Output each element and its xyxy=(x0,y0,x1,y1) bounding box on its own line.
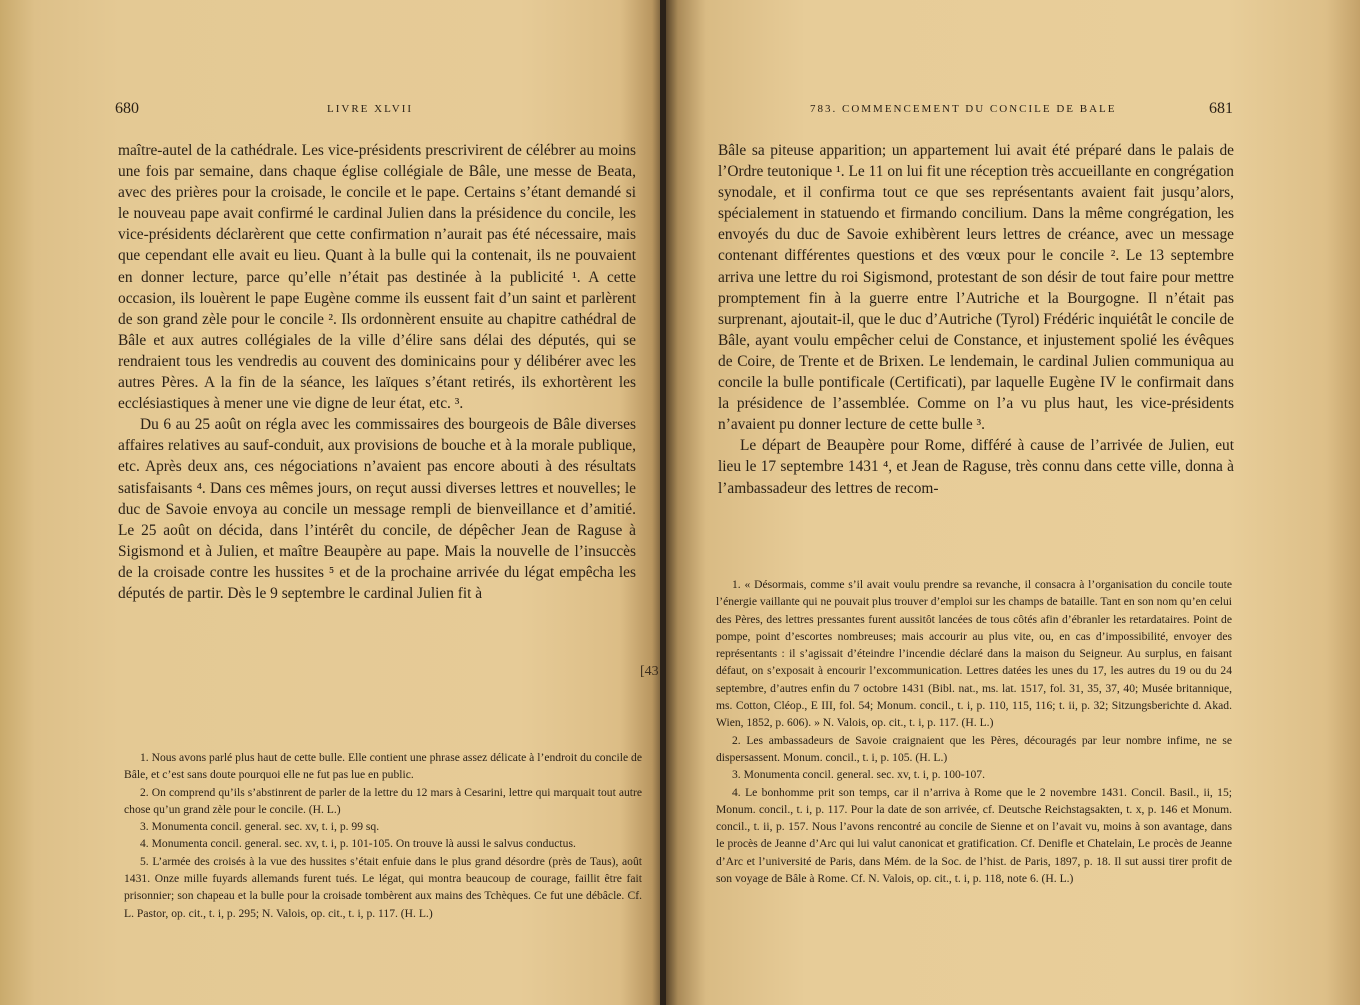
right-page xyxy=(666,0,1360,1005)
left-footnotes xyxy=(124,749,642,922)
right-paragraph-1: Bâle sa piteuse apparition; un appartement lui avait été préparé dans le palais de l’Ordre teutonique ¹. Le 11 on lui fit une réception très accueillante en congrégation synodale, et il confirma tout ce que ses représentants avaient fait jusqu’alors, spécialement in statuendo et firmando concilium. Dans la même congrégation, les envoyés du duc de Savoie exhibèrent leurs lettres de créance, avec un message contenant différentes questions et des vœux pour le concile ². Le 13 septembre arriva une lettre du roi Sigismond, protestant de son désir de tout faire pour mettre promptement fin à la guerre entre l’Autriche et la Bourgogne. Il n’était pas surprenant, ajoutait-il, que le duc d’Autriche (Tyrol) Frédéric inquiétât le concile de Bâle, ayant voulu empêcher celui de Constance, et injustement spolié les évêques de Coire, de Trente et de Brixen. Le lendemain, le cardinal Julien communiqua au concile la bulle pontificale (Certificati), par laquelle Eugène IV le confirmait dans la présidence de l’assemblée. Comme on l’a vu plus haut, les vice-présidents n’avaient pu donner lecture de cette bulle ³. xyxy=(718,142,1234,434)
left-paragraph-2: Du 6 au 25 août on régla avec les commissaires des bourgeois de Bâle diverses affaires relatives au sauf-conduit, aux provisions de bouche et à la morale publique, etc. Après deux ans, ces négociations n’avaient pas encore abouti à des résultats satisfaisants ⁴. Dans ces mêmes jours, on reçut aussi diverses lettres et nouvelles; le duc de Savoie envoya au concile un message rempli de bienveillance et d’amitié. Le 25 août on décida, dans l’intérêt du concile, de dépêcher Jean de Raguse à Sigismond et à Julien, et maître Beaupère au pape. Mais la nouvelle de l’insuccès de la croisade contre les hussites ⁵ et de la prochaine arrivée du légat empêcha les députés de partir. Dès le 9 septembre le cardinal Julien fit à xyxy=(118,416,636,602)
right-body-text xyxy=(718,140,1234,499)
left-page-number: 680 xyxy=(115,100,139,117)
right-footnote-4: 4. Le bonhomme prit son temps, car il n’arriva à Rome que le 2 novembre 1431. Concil. Basil., ii, 15; Monum. concil., t. i, p. 117. Pour la date de son arrivée, cf. Deutsche Reichstagsakten, t. x, p. 146 et Monum. concil., t. ii, p. 157. Nous l’avons rencontré au concile de Sienne et on l’avait vu, moins à son avantage, dans le procès de Jeanne d’Arc qui lui valut canonicat et gratification. Cf. Denifle et Chatelain, Le procès de Jeanne d’Arc et l’université de Paris, dans Mém. de la Soc. de l’hist. de Paris, 1897, p. 18. Il sut aussi tirer profit de son voyage de Bâle à Rome. Cf. N. Valois, op. cit., t. i, p. 118, note 6. (H. L.) xyxy=(716,785,1232,886)
margin-mark: [43 xyxy=(640,664,659,679)
left-footnote-5: 5. L’armée des croisés à la vue des hussites s’était enfuie dans le plus grand désordre (près de Taus), août 1431. Onze mille fuyards allemands furent tués. Le légat, qui montra beaucoup de courage, faillit être fait prisonnier; son chapeau et la bulle pour la croisade tombèrent aux mains des Tchèques. Ce fut une débâcle. Cf. L. Pastor, op. cit., t. i, p. 295; N. Valois, op. cit., t. i, p. 117. (H. L.) xyxy=(124,854,642,920)
right-footnote-3: 3. Monumenta concil. general. sec. xv, t. i, p. 100-107. xyxy=(732,768,985,782)
right-running-title: 783. COMMENCEMENT DU CONCILE DE BALE xyxy=(810,103,1117,115)
right-footnotes xyxy=(716,576,1232,887)
left-page xyxy=(0,0,664,1005)
left-footnote-4: 4. Monumenta concil. general. sec. xv, t. i, p. 101-105. On trouve là aussi le salvus conductus. xyxy=(140,837,576,851)
right-page-number: 681 xyxy=(1209,100,1233,117)
left-body-text xyxy=(118,140,636,604)
left-footnote-1: 1. Nous avons parlé plus haut de cette bulle. Elle contient une phrase assez délicate à l’endroit du concile de Bâle, et c’est sans doute pourquoi elle ne fut pas lue en public. xyxy=(124,751,642,782)
left-footnote-2: 2. On comprend qu’ils s’abstinrent de parler de la lettre du 12 mars à Cesarini, lettre qui marquait tout autre chose qu’un grand zèle pour le concile. (H. L.) xyxy=(124,785,642,816)
right-footnote-1: 1. « Désormais, comme s’il avait voulu prendre sa revanche, il consacra à l’organisation du concile toute l’énergie vaillante qui ne pouvait plus trouver d’emploi sur les champs de bataille. Tant en son nom qu’en celui des Pères, des lettres pressantes furent aussitôt lancées de tous côtés afin d’ébranler les retardataires. Point de pompe, point d’escortes nombreuses; mais accourir au plus vite, ou, en cas d’impossibilité, envoyer des représentants : il s’agissait d’éteindre l’incendie déclaré dans la maison du Seigneur. Au surplus, en faisant défaut, on s’exposait à encourir l’excommunication. Lettres datées les unes du 17, les autres du 19 ou du 24 septembre, d’autres enfin du 7 octobre 1431 (Bibl. nat., ms. lat. 1517, fol. 31, 35, 37, 40; Musée britannique, ms. Cotton, Cléop., E III, fol. 54; Monum. concil., t. i, p. 110, 115, 116; t. ii, p. 32; Sitzungsberichte d. Akad. Wien, 1852, p. 606). » N. Valois, op. cit., t. i, p. 117. (H. L.) xyxy=(716,578,1232,730)
left-running-title: LIVRE XLVII xyxy=(327,103,414,115)
left-paragraph-1: maître-autel de la cathédrale. Les vice-présidents prescrivirent de célébrer au moins une fois par semaine, dans chaque église collégiale de Bâle, une messe de Beata, avec des prières pour la croisade, le concile et le pape. Certains s’étant demandé si le nouveau pape avait confirmé le cardinal Julien dans la présidence du concile, les vice-présidents déclarèrent que cette confirmation n’aurait pas été nécessaire, mais que cependant elle avait eu lieu. Quant à la bulle qui la contenait, ils ne pouvaient en donner lecture, parce qu’elle n’était pas destinée à la publicité ¹. A cette occasion, ils louèrent le pape Eugène comme ils eussent fait d’un saint et parlèrent de son grand zèle pour le concile ². Ils ordonnèrent ensuite au chapitre cathédral de Bâle et aux autres collégiales de la ville d’élire sans délai des députés, qui se rendraient tous les vendredis au couvent des dominicains pour y délibérer avec les autres Pères. A la fin de la séance, les laïques s’étant retirés, ils exhortèrent les ecclésiastiques à mener une vie digne de leur état, etc. ³. xyxy=(118,142,636,413)
right-footnote-2: 2. Les ambassadeurs de Savoie craignaient que les Pères, découragés par leur nombre infime, ne se dispersassent. Monum. concil., t. i, p. 105. (H. L.) xyxy=(716,733,1232,764)
left-footnote-3: 3. Monumenta concil. general. sec. xv, t. i, p. 99 sq. xyxy=(140,820,380,834)
right-paragraph-2: Le départ de Beaupère pour Rome, différé à cause de l’arrivée de Julien, eut lieu le 17 septembre 1431 ⁴, et Jean de Raguse, très connu dans cette ville, donna à l’ambassadeur des lettres de recom- xyxy=(718,437,1234,497)
